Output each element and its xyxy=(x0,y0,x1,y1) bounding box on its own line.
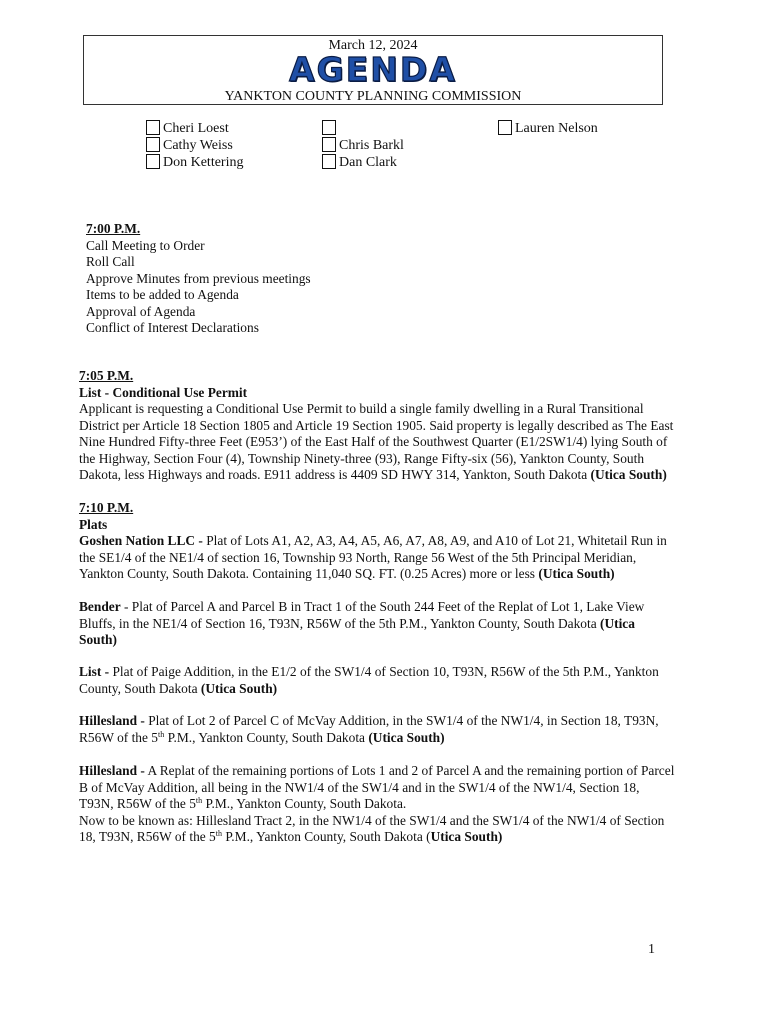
checkbox[interactable] xyxy=(146,137,160,152)
area-label: (Utica South) xyxy=(200,680,278,696)
description-line: Dakota, less Highways and roads. E911 address is 4409 SD HWY 314, Yankton, South Dakota xyxy=(79,467,591,482)
applicant-name: List - xyxy=(79,664,110,679)
agenda-item: Approve Minutes from previous meetings xyxy=(86,270,311,286)
area-label: (Utica South) xyxy=(590,467,667,482)
applicant-name: Hillesland - xyxy=(79,763,145,778)
area-label: (Utica xyxy=(600,615,635,631)
description-line: P.M., Yankton County, South Dakota. xyxy=(202,796,407,811)
description-line: - Plat of Parcel A and Parcel B in Tract 1 of the South 244 Feet of the Replat of Lot 1, Lake View xyxy=(120,599,645,614)
description-line: 18, T93N, R56W of the 5 xyxy=(79,829,216,844)
plat-list xyxy=(79,664,659,697)
description-line: Applicant is requesting a Conditional Use Permit to build a single family dwelling in a Rural Transitional xyxy=(79,401,644,416)
member-blank[interactable] xyxy=(322,120,339,137)
area-label: (Utica South) xyxy=(538,566,615,581)
description-line: Nine Hundred Fifty-three Feet (E953’) of the East Half of the Southwest Quarter (E1/2SW1/4) lying South of xyxy=(79,434,668,449)
session-heading: List - Conditional Use Permit xyxy=(79,384,248,400)
description-line: Now to be known as: Hillesland Tract 2, in the NW1/4 of the SW1/4 and the SW1/4 of the NW1/4 of Section xyxy=(79,812,665,828)
member-name: Chris Barkl xyxy=(339,138,404,153)
applicant-name: Goshen Nation LLC - xyxy=(79,533,203,548)
session-time: 7:10 P.M. xyxy=(79,500,134,515)
checkbox[interactable] xyxy=(322,120,336,135)
member-cheri-loest[interactable] xyxy=(146,120,229,137)
description-line: Yankton County, South Dakota. Containing 11,040 SQ. FT. (0.25 Acres) more or less xyxy=(79,566,539,581)
member-chris-barkl[interactable] xyxy=(322,137,404,154)
session-time: 7:05 P.M. xyxy=(79,368,134,383)
member-cathy-weiss[interactable] xyxy=(146,137,233,154)
description-line: the SE1/4 of the NE1/4 of section 16, Township 93 North, Range 56 West of the 5th Principal Meridian, xyxy=(79,549,637,565)
area-label: (Utica South) xyxy=(368,729,445,745)
member-name: Lauren Nelson xyxy=(515,121,598,136)
agenda-title: AGENDA xyxy=(289,50,457,89)
applicant-name: Bender xyxy=(79,599,121,614)
agenda-item: Conflict of Interest Declarations xyxy=(86,320,259,335)
description-line: A Replat of the remaining portions of Lots 1 and 2 of Parcel A and the remaining portion of Parcel xyxy=(144,763,675,778)
description-line: District per Article 18 Section 1805 and Article 19 Section 1905. Said property is legally described as The East xyxy=(79,417,674,433)
description-line: P.M., Yankton County, South Dakota xyxy=(164,729,369,745)
session-heading: Plats xyxy=(79,516,108,532)
description-line: the Highway, Section Four (4), Township Ninety-three (93), Range Fifty-six (56), Yankton County, South xyxy=(79,450,645,466)
plat-bender xyxy=(79,599,644,649)
member-name: Dan Clark xyxy=(339,155,397,170)
member-name: Cheri Loest xyxy=(163,121,229,136)
checkbox[interactable] xyxy=(498,120,512,135)
agenda-item: Call Meeting to Order xyxy=(86,237,205,253)
description-line: County, South Dakota xyxy=(79,680,201,696)
description-line: P.M., Yankton County, South Dakota ( xyxy=(222,829,431,844)
meeting-date: March 12, 2024 xyxy=(328,38,418,53)
member-dan-clark[interactable] xyxy=(322,154,397,171)
member-name: Cathy Weiss xyxy=(163,138,233,153)
description-line: R56W of the 5 xyxy=(79,729,158,745)
description-line: T93N, R56W of the 5 xyxy=(79,796,196,811)
session-705 xyxy=(79,368,673,484)
page-number: 1 xyxy=(648,942,655,957)
description-line: Plat of Paige Addition, in the E1/2 of the SW1/4 of Section 10, T93N, R56W of the 5th P.M., Yankton xyxy=(109,664,659,679)
description-line: B of McVay Addition, all being in the NW1/4 of the SW1/4 and in the SW1/4 of the NW1/4, Section 18, xyxy=(79,779,640,795)
area-label: South) xyxy=(79,632,117,647)
session-time: 7:00 P.M. xyxy=(86,221,141,236)
member-lauren-nelson[interactable] xyxy=(498,120,598,137)
agenda-item: Items to be added to Agenda xyxy=(86,287,239,302)
superscript: th xyxy=(157,729,165,739)
session-700 xyxy=(86,221,311,337)
checkbox[interactable] xyxy=(322,137,336,152)
agenda-item: Approval of Agenda xyxy=(86,303,196,319)
session-710 xyxy=(79,500,667,583)
superscript: th xyxy=(195,796,203,805)
plat-hillesland-1 xyxy=(79,713,659,746)
member-don-kettering[interactable] xyxy=(146,154,243,171)
description-line: Bluffs, in the NE1/4 of Section 16, T93N, R56W of the 5th P.M., Yankton County, South Dakota xyxy=(79,615,600,631)
description-line: Plat of Lot 2 of Parcel C of McVay Addition, in the SW1/4 of the NW1/4, in Section 18, T93N, xyxy=(144,713,659,728)
commission-name: YANKTON COUNTY PLANNING COMMISSION xyxy=(224,89,522,104)
plat-hillesland-2 xyxy=(79,763,674,846)
area-label: Utica South) xyxy=(430,829,503,844)
checkbox[interactable] xyxy=(146,154,160,169)
description-line: Plat of Lots A1, A2, A3, A4, A5, A6, A7, A8, A9, and A10 of Lot 21, Whitetail Run in xyxy=(202,533,667,548)
member-name: Don Kettering xyxy=(163,155,244,170)
applicant-name: Hillesland - xyxy=(79,713,145,728)
checkbox[interactable] xyxy=(322,154,336,169)
agenda-header-box xyxy=(83,35,663,105)
checkbox[interactable] xyxy=(146,120,160,135)
agenda-item: Roll Call xyxy=(86,254,135,269)
superscript: th xyxy=(215,829,222,838)
